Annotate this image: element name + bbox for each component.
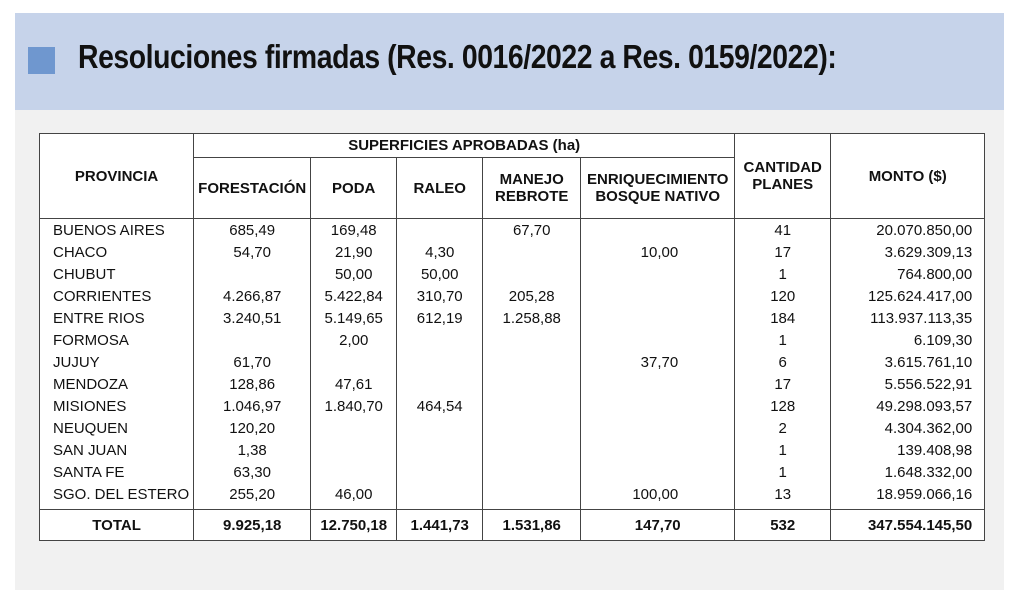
header-forestacion: FORESTACIÓN xyxy=(194,158,311,219)
table-row xyxy=(40,483,985,505)
cell-forestacion: 128,86 xyxy=(194,373,311,395)
header-manejo-line1: MANEJO xyxy=(499,171,564,188)
total-monto: 347.554.145,50 xyxy=(831,510,985,541)
cell-monto: 18.959.066,16 xyxy=(831,483,985,505)
cell-monto: 49.298.093,57 xyxy=(831,395,985,417)
cell-enriquecimiento: 10,00 xyxy=(581,241,735,263)
cell-provincia: ENTRE RIOS xyxy=(40,307,194,329)
cell-manejo xyxy=(483,417,581,439)
cell-manejo xyxy=(483,329,581,351)
cell-poda xyxy=(311,417,397,439)
cell-provincia: SAN JUAN xyxy=(40,439,194,461)
cell-monto: 1.648.332,00 xyxy=(831,461,985,483)
total-row xyxy=(40,510,985,541)
cell-cantidad: 13 xyxy=(735,483,831,505)
cell-forestacion xyxy=(194,329,311,351)
header-manejo-rebrote xyxy=(483,158,581,219)
cell-cantidad: 184 xyxy=(735,307,831,329)
cell-manejo xyxy=(483,373,581,395)
header-cantidad xyxy=(735,134,831,219)
cell-raleo xyxy=(397,329,483,351)
cell-manejo: 1.258,88 xyxy=(483,307,581,329)
cell-cantidad: 120 xyxy=(735,285,831,307)
cell-raleo: 612,19 xyxy=(397,307,483,329)
header-enriquecimiento xyxy=(581,158,735,219)
cell-raleo xyxy=(397,373,483,395)
header-monto: MONTO ($) xyxy=(831,134,985,219)
header-cantidad-line1: CANTIDAD xyxy=(743,159,822,176)
cell-monto: 764.800,00 xyxy=(831,263,985,285)
cell-raleo xyxy=(397,219,483,242)
table-row xyxy=(40,329,985,351)
cell-forestacion: 63,30 xyxy=(194,461,311,483)
cell-raleo xyxy=(397,461,483,483)
cell-monto: 3.629.309,13 xyxy=(831,241,985,263)
cell-provincia: CHUBUT xyxy=(40,263,194,285)
cell-manejo: 205,28 xyxy=(483,285,581,307)
page-title: Resoluciones firmadas (Res. 0016/2022 a Res. 0159/2022): xyxy=(78,38,837,75)
cell-enriquecimiento xyxy=(581,263,735,285)
header-enriq-line2: BOSQUE NATIVO xyxy=(595,188,721,205)
cell-forestacion: 4.266,87 xyxy=(194,285,311,307)
table-row xyxy=(40,241,985,263)
cell-raleo xyxy=(397,417,483,439)
cell-enriquecimiento xyxy=(581,307,735,329)
cell-enriquecimiento xyxy=(581,461,735,483)
cell-manejo xyxy=(483,461,581,483)
cell-provincia: SANTA FE xyxy=(40,461,194,483)
header-enriq-line1: ENRIQUECIMIENTO xyxy=(587,171,729,188)
total-cantidad: 532 xyxy=(735,510,831,541)
cell-cantidad: 6 xyxy=(735,351,831,373)
table-row xyxy=(40,219,985,242)
cell-forestacion: 3.240,51 xyxy=(194,307,311,329)
cell-raleo: 50,00 xyxy=(397,263,483,285)
cell-monto: 6.109,30 xyxy=(831,329,985,351)
cell-forestacion: 1,38 xyxy=(194,439,311,461)
cell-monto: 3.615.761,10 xyxy=(831,351,985,373)
cell-manejo: 67,70 xyxy=(483,219,581,242)
cell-poda: 2,00 xyxy=(311,329,397,351)
cell-raleo xyxy=(397,483,483,505)
cell-forestacion: 54,70 xyxy=(194,241,311,263)
cell-poda: 47,61 xyxy=(311,373,397,395)
cell-poda: 1.840,70 xyxy=(311,395,397,417)
cell-provincia: FORMOSA xyxy=(40,329,194,351)
cell-manejo xyxy=(483,351,581,373)
cell-poda: 5.422,84 xyxy=(311,285,397,307)
cell-cantidad: 2 xyxy=(735,417,831,439)
header-cantidad-line2: PLANES xyxy=(752,176,814,193)
table-row xyxy=(40,373,985,395)
cell-monto: 4.304.362,00 xyxy=(831,417,985,439)
cell-provincia: MENDOZA xyxy=(40,373,194,395)
cell-provincia: MISIONES xyxy=(40,395,194,417)
cell-provincia: SGO. DEL ESTERO xyxy=(40,483,194,505)
cell-enriquecimiento xyxy=(581,417,735,439)
cell-cantidad: 17 xyxy=(735,373,831,395)
cell-monto: 125.624.417,00 xyxy=(831,285,985,307)
cell-poda: 21,90 xyxy=(311,241,397,263)
cell-enriquecimiento xyxy=(581,329,735,351)
cell-enriquecimiento: 37,70 xyxy=(581,351,735,373)
cell-enriquecimiento xyxy=(581,285,735,307)
table-row xyxy=(40,307,985,329)
header-poda: PODA xyxy=(311,158,397,219)
cell-forestacion: 255,20 xyxy=(194,483,311,505)
cell-monto: 139.408,98 xyxy=(831,439,985,461)
total-forestacion: 9.925,18 xyxy=(194,510,311,541)
cell-monto: 5.556.522,91 xyxy=(831,373,985,395)
cell-manejo xyxy=(483,263,581,285)
header-superficies-group: SUPERFICIES APROBADAS (ha) xyxy=(194,134,735,158)
cell-cantidad: 1 xyxy=(735,329,831,351)
table-row xyxy=(40,395,985,417)
cell-provincia: CHACO xyxy=(40,241,194,263)
cell-enriquecimiento xyxy=(581,395,735,417)
cell-forestacion: 685,49 xyxy=(194,219,311,242)
cell-enriquecimiento xyxy=(581,219,735,242)
cell-cantidad: 1 xyxy=(735,263,831,285)
cell-cantidad: 41 xyxy=(735,219,831,242)
cell-raleo: 310,70 xyxy=(397,285,483,307)
cell-manejo xyxy=(483,483,581,505)
cell-manejo xyxy=(483,395,581,417)
table-row xyxy=(40,263,985,285)
cell-enriquecimiento xyxy=(581,373,735,395)
cell-monto: 20.070.850,00 xyxy=(831,219,985,242)
cell-raleo xyxy=(397,439,483,461)
table-row xyxy=(40,351,985,373)
cell-enriquecimiento xyxy=(581,439,735,461)
resoluciones-table xyxy=(39,133,985,541)
cell-monto: 113.937.113,35 xyxy=(831,307,985,329)
cell-poda: 46,00 xyxy=(311,483,397,505)
cell-manejo xyxy=(483,241,581,263)
cell-provincia: CORRIENTES xyxy=(40,285,194,307)
cell-cantidad: 1 xyxy=(735,439,831,461)
table-row xyxy=(40,417,985,439)
cell-cantidad: 128 xyxy=(735,395,831,417)
cell-forestacion: 120,20 xyxy=(194,417,311,439)
cell-provincia: JUJUY xyxy=(40,351,194,373)
cell-cantidad: 17 xyxy=(735,241,831,263)
header-provincia: PROVINCIA xyxy=(40,134,194,219)
cell-raleo: 464,54 xyxy=(397,395,483,417)
cell-poda: 169,48 xyxy=(311,219,397,242)
total-enriquecimiento: 147,70 xyxy=(581,510,735,541)
total-poda: 12.750,18 xyxy=(311,510,397,541)
cell-provincia: NEUQUEN xyxy=(40,417,194,439)
total-label: TOTAL xyxy=(40,510,194,541)
cell-raleo: 4,30 xyxy=(397,241,483,263)
cell-manejo xyxy=(483,439,581,461)
cell-poda xyxy=(311,461,397,483)
cell-enriquecimiento: 100,00 xyxy=(581,483,735,505)
cell-forestacion xyxy=(194,263,311,285)
cell-poda: 5.149,65 xyxy=(311,307,397,329)
table-row xyxy=(40,461,985,483)
cell-forestacion: 1.046,97 xyxy=(194,395,311,417)
total-raleo: 1.441,73 xyxy=(397,510,483,541)
cell-poda xyxy=(311,351,397,373)
table-row xyxy=(40,285,985,307)
header-raleo: RALEO xyxy=(397,158,483,219)
square-bullet-icon xyxy=(28,47,55,74)
cell-forestacion: 61,70 xyxy=(194,351,311,373)
total-manejo: 1.531,86 xyxy=(483,510,581,541)
cell-poda xyxy=(311,439,397,461)
cell-raleo xyxy=(397,351,483,373)
cell-provincia: BUENOS AIRES xyxy=(40,219,194,242)
header-manejo-line2: REBROTE xyxy=(495,188,569,205)
cell-cantidad: 1 xyxy=(735,461,831,483)
table-row xyxy=(40,439,985,461)
cell-poda: 50,00 xyxy=(311,263,397,285)
